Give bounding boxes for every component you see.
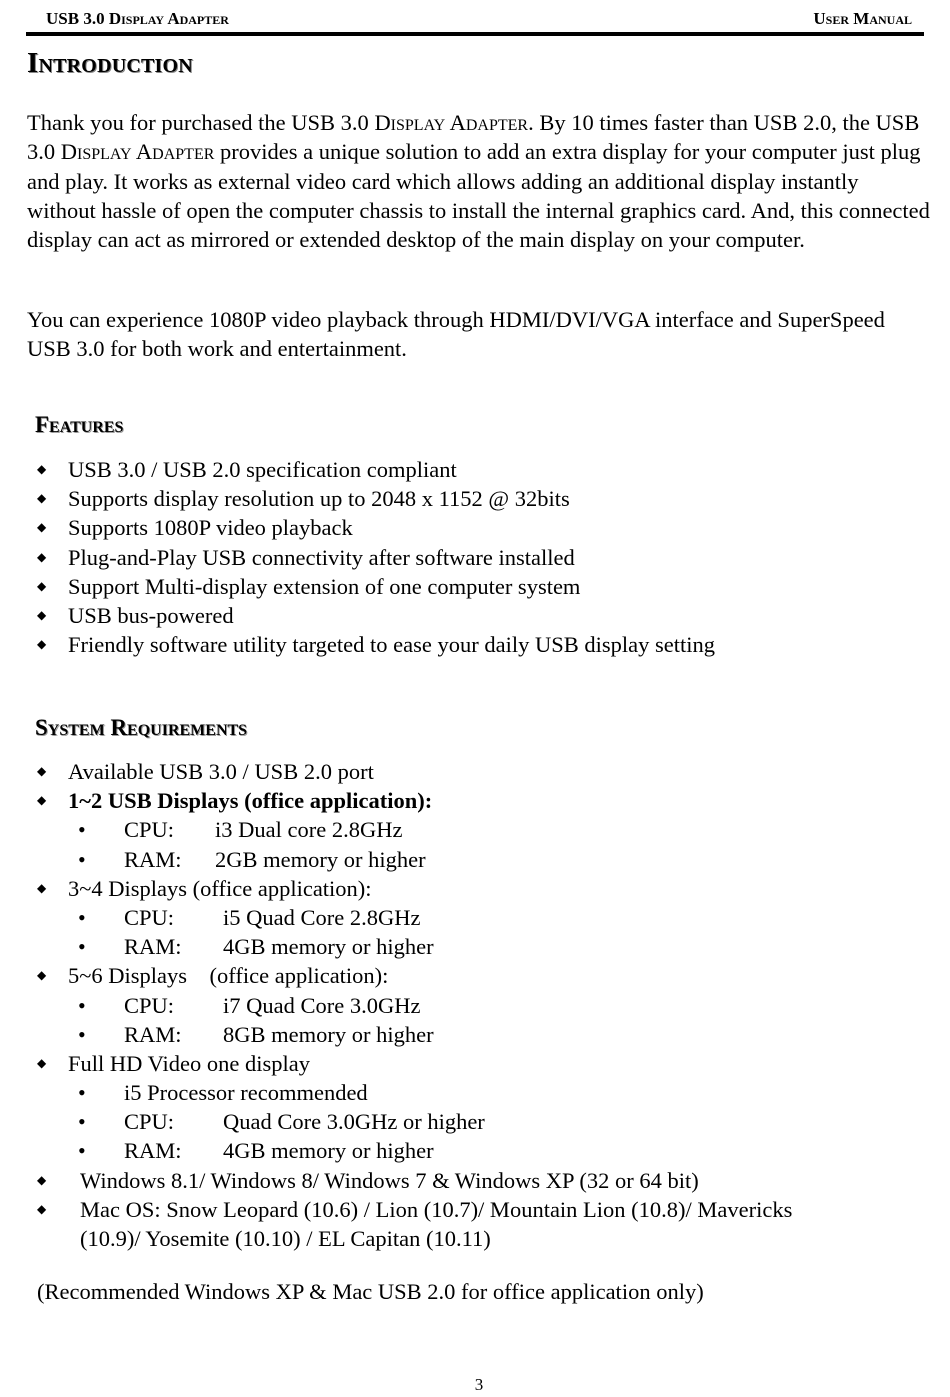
system-requirements-heading: System Requirements [35, 715, 248, 740]
list-item: ◆ Friendly software utility targeted to ease your daily USB display setting [0, 630, 715, 659]
round-bullet-icon: • [78, 1109, 86, 1135]
list-item: ◆ Full HD Video one display [0, 1049, 792, 1078]
diamond-bullet-icon: ◆ [37, 520, 47, 535]
diamond-bullet-icon: ◆ [37, 1055, 47, 1070]
intro-text-e: provides a unique solution to add an extra display for your computer just plug and play. It works as external video card which allows adding an additional display instantly without hassle of open the computer chassis to install the internal graphics card. And, this connected display can act as mirrored or extended desktop of the main display on your computer. [27, 139, 930, 253]
diamond-bullet-icon: ◆ [37, 491, 47, 506]
intro-paragraph-2: You can experience 1080P video playback through HDMI/DVI/VGA interface and SuperSpeed USB 3.0 for both work and entertainment. [27, 307, 885, 362]
round-bullet-icon: • [78, 992, 86, 1018]
diamond-bullet-icon: ◆ [37, 637, 47, 652]
list-item: ◆ Supports display resolution up to 2048 x 1152 @ 32bits [0, 484, 715, 513]
diamond-bullet-icon: ◆ [37, 793, 47, 808]
footnote: (Recommended Windows XP & Mac USB 2.0 for office application only) [37, 1279, 704, 1304]
round-bullet-icon: • [78, 846, 86, 872]
list-item: ◆ Available USB 3.0 / USB 2.0 port [0, 757, 792, 786]
list-item: ◆ 3~4 Displays (office application): [0, 874, 792, 903]
intro-text-c: . By 10 times faster than USB 2.0, the USB 3.0 [27, 110, 920, 165]
round-bullet-icon: • [78, 1138, 86, 1164]
diamond-bullet-icon: ◆ [37, 764, 47, 778]
page-number: 3 [474, 1375, 484, 1394]
sub-list-item: • i5 Processor recommended [0, 1078, 792, 1107]
list-item: ◆ USB 3.0 / USB 2.0 specification compliant [0, 455, 715, 484]
round-bullet-icon: • [78, 817, 86, 843]
diamond-bullet-icon: ◆ [37, 968, 47, 983]
round-bullet-icon: • [78, 934, 86, 960]
list-item: ◆ Windows 8.1/ Windows 8/ Windows 7 & Windows XP (32 or 64 bit) [0, 1166, 792, 1195]
list-item: ◆ Support Multi-display extension of one computer system [0, 572, 715, 601]
product-name: Display Adapter [60, 139, 215, 165]
list-item: ◆ USB bus-powered [0, 601, 715, 630]
intro-paragraph-1 [27, 108, 932, 254]
diamond-bullet-icon: ◆ [37, 1172, 47, 1187]
sub-list-item: • CPU: i3 Dual core 2.8GHz [0, 815, 792, 844]
features-list [0, 455, 715, 659]
round-bullet-icon: • [78, 1021, 86, 1047]
list-item: ◆ Plug-and-Play USB connectivity after software installed [0, 543, 715, 572]
round-bullet-icon: • [78, 1080, 86, 1106]
diamond-bullet-icon: ◆ [37, 880, 47, 895]
sub-list-item: • CPU: i5 Quad Core 2.8GHz [0, 903, 792, 932]
sub-list-item: • RAM: 4GB memory or higher [0, 932, 792, 961]
features-heading: Features [35, 412, 124, 437]
diamond-bullet-icon: ◆ [37, 462, 47, 476]
sub-list-item: • CPU: i7 Quad Core 3.0GHz [0, 991, 792, 1020]
list-item: ◆ Supports 1080P video playback [0, 513, 715, 542]
sub-list-item: • CPU: Quad Core 3.0GHz or higher [0, 1107, 792, 1136]
diamond-bullet-icon: ◆ [37, 578, 47, 593]
product-name: Display Adapter [374, 110, 529, 135]
list-item: ◆ 1~2 USB Displays (office application): [0, 786, 792, 815]
sub-list-item: • RAM: 2GB memory or higher [0, 845, 792, 874]
list-item: ◆ Mac OS: Snow Leopard (10.6) / Lion (10.7)/ Mountain Lion (10.8)/ Mavericks [0, 1195, 792, 1224]
introduction-heading: Introduction [27, 47, 193, 79]
header-manual-label: User Manual [813, 9, 912, 28]
sub-list-item: • RAM: 4GB memory or higher [0, 1136, 792, 1165]
list-item: ◆ 5~6 Displays (office application): [0, 961, 792, 990]
list-item-continuation: (10.9)/ Yosemite (10.10) / EL Capitan (10.11) [80, 1226, 491, 1251]
round-bullet-icon: • [78, 904, 86, 930]
diamond-bullet-icon: ◆ [37, 549, 47, 564]
header-title: USB 3.0 Display Adapter [46, 9, 229, 28]
intro-text-a: Thank you for purchased the USB 3.0 [27, 110, 375, 135]
sub-list-item: • RAM: 8GB memory or higher [0, 1020, 792, 1049]
diamond-bullet-icon: ◆ [37, 607, 47, 622]
diamond-bullet-icon: ◆ [37, 1201, 47, 1216]
header-rule [26, 32, 924, 36]
system-requirements-list [0, 757, 792, 1253]
